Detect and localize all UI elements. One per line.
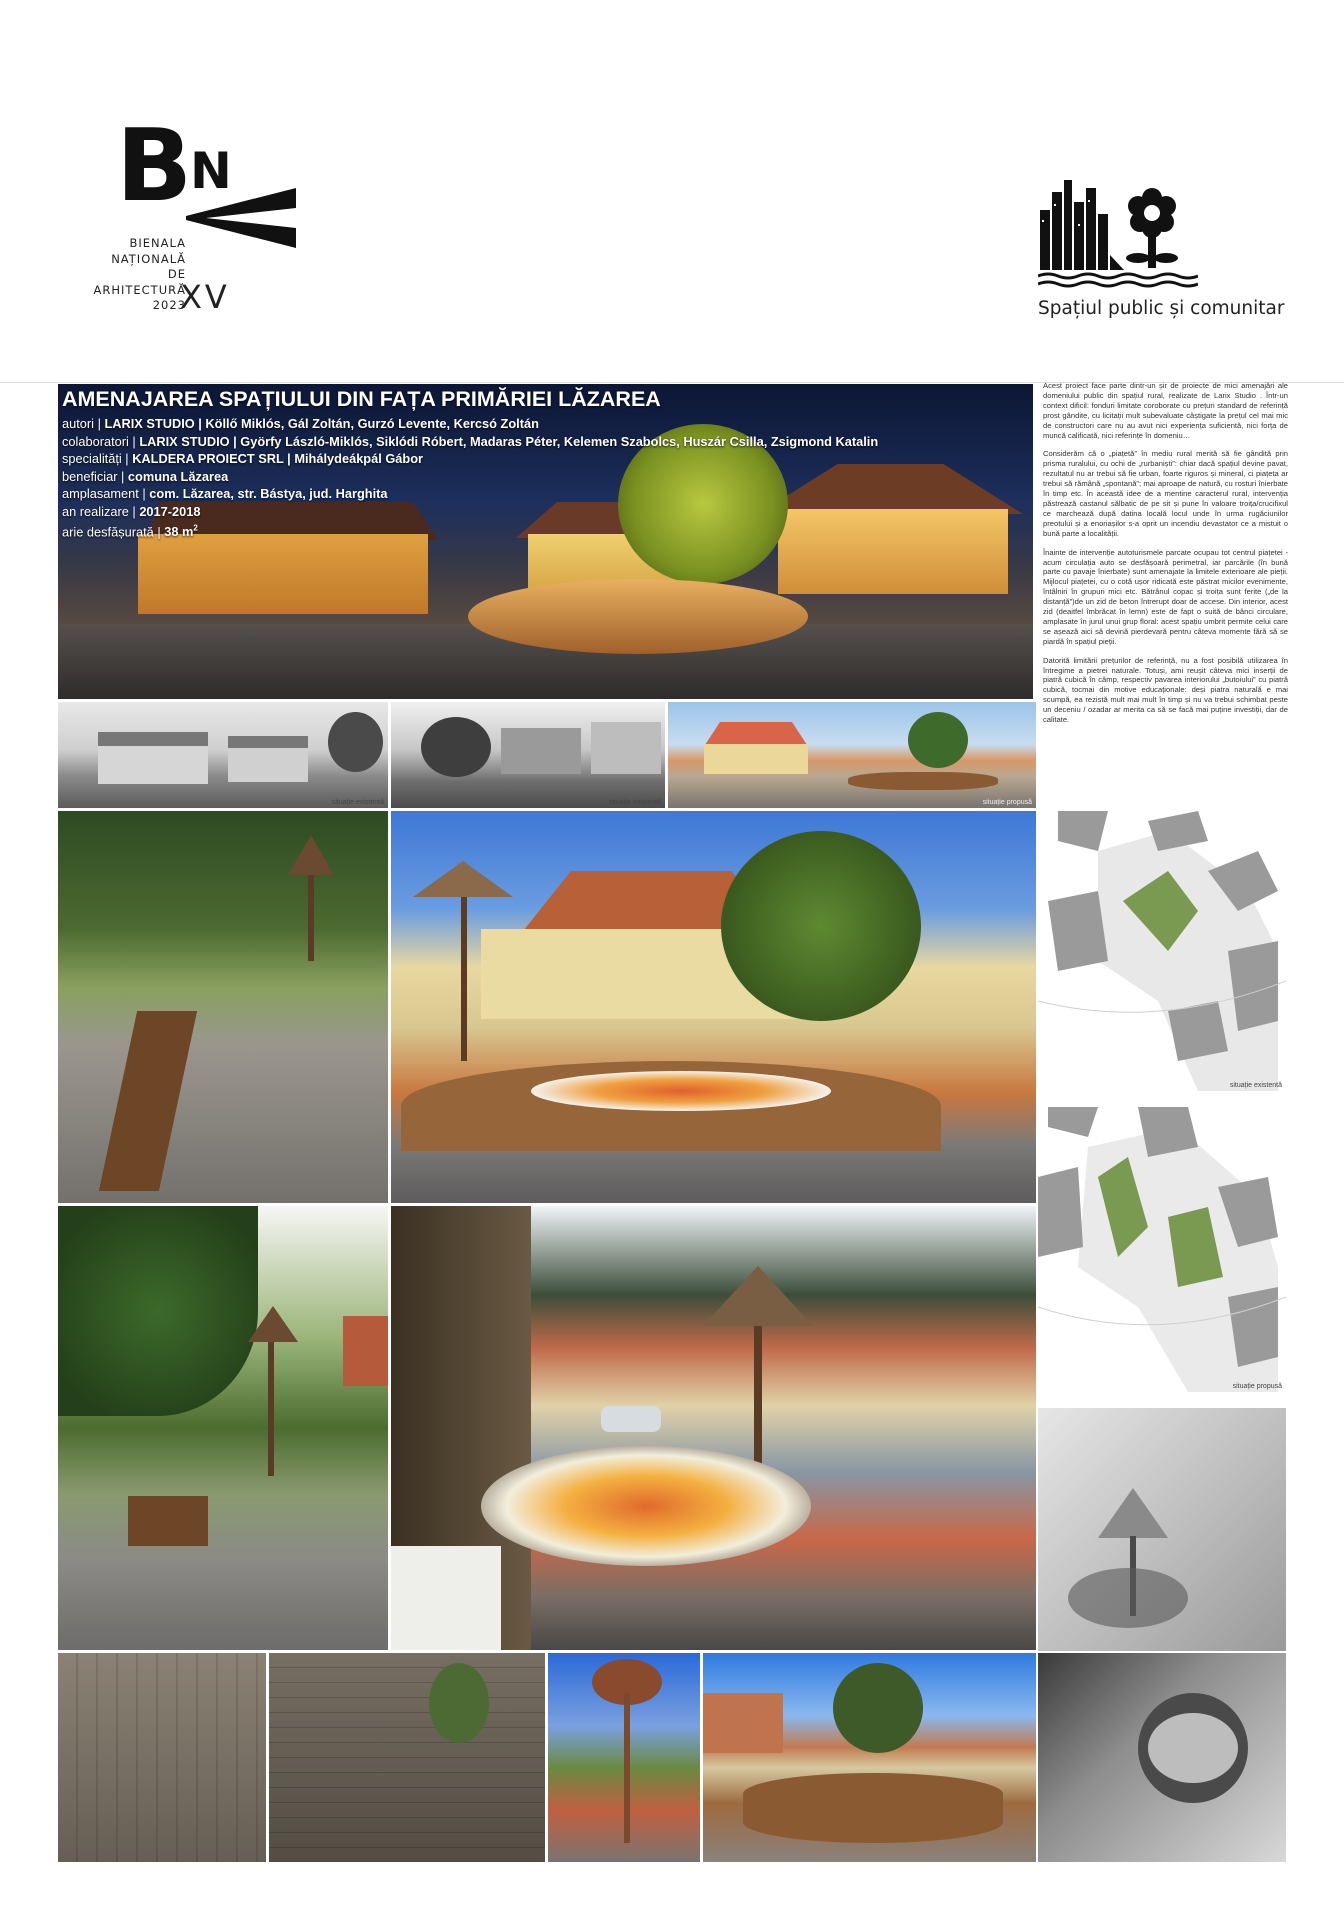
project-description	[1043, 381, 1288, 734]
credit-authors	[62, 415, 1033, 433]
credit-label: autori |	[62, 416, 105, 431]
render-wayside-cross	[1038, 1408, 1286, 1651]
credit-label: beneficiar |	[62, 468, 128, 484]
photo-townhall-flowerbed	[391, 811, 1036, 1203]
credit-area	[62, 520, 1033, 541]
description-paragraph: Considerăm că o „piațetă” în mediu rural merită să fie gândită prin prisma ruralului, cu ochi de „rurbaniști”: chiar dacă spațiul devine pavat, rezultatul nu ar trebui să fie urban, foarte riguros și mineral, ci piațeta ar trebui să rămână „spontană”; mai aproape de natură, cu rosturi înierbate în timp etc. În această idee de a mentine caracterul rural, intervenția păstrează castanul sălbatic de pe sit și pune în valoare troița/crucifixul ce marchează după datina locală locul unde în urma rugăciunilor preotului și a enoriașilor s-a oprit un incendiu devastator ce a mistuit o bună parte a localității.	[1043, 449, 1288, 538]
photo-trunk-sunburst	[391, 1206, 1036, 1650]
credit-value: LARIX STUDIO | Köllő Miklós, Gál Zoltán, Gurzó Levente, Kercsó Zoltán	[104, 416, 539, 431]
logo-word: DE	[167, 267, 186, 281]
category-title: Spațiul public și comunitar	[1038, 298, 1285, 319]
credit-label: colaboratori |	[62, 433, 140, 449]
hero-photo-night	[58, 384, 1033, 699]
credit-value: LARIX STUDIO | Györfy László-Miklós, Siklódi Róbert, Madaras Péter, Kelemen Szabolcs, Huszár Csilla, Zsigmond Katalin	[139, 433, 879, 449]
credit-value: 2017-2018	[139, 503, 201, 519]
credit-collaborators	[62, 433, 1033, 451]
city-and-flower-icon	[1038, 180, 1198, 290]
credit-location	[62, 485, 1033, 503]
logo-word: BIENALA	[129, 236, 186, 250]
credit-value: 38 m	[164, 524, 194, 540]
credit-year	[62, 503, 1033, 521]
photo-proposed-1	[668, 702, 1036, 808]
render-tree-circle	[1038, 1653, 1286, 1862]
credit-label: an realizare |	[62, 503, 140, 519]
caption: situație existentă	[331, 799, 384, 806]
logo-letter-n: N	[190, 142, 232, 200]
site-plan-existing	[1038, 811, 1286, 1091]
logo-letter-a	[186, 188, 296, 248]
photo-tree-bench	[58, 1206, 388, 1650]
credit-label: arie desfășurată |	[62, 524, 165, 540]
caption: situație propusă	[1232, 1383, 1282, 1390]
description-paragraph: Datorită limitării prețurilor de referință, nu a fost posibilă utilizarea în întregime a pietrei naturale. Totuși, ami reușit câteva mici inserții de piatră cubică în câmp, respectiv pavarea interiorului „butoiului” cu piatră cubică, tocmai din motive educaționale: deși piatra naturală e mai scumpă, ea rezistă mult mai mult în timp și nu va trebui schimbat peste un deceniu / ozadar ar merita ca să se facă mai puține investiții, dar de calitate.	[1043, 655, 1288, 725]
photo-cross-detail	[548, 1653, 700, 1862]
logo-word: NAȚIONALĂ	[111, 251, 186, 266]
credit-specialties	[62, 450, 1033, 468]
photo-benches-path	[58, 811, 388, 1203]
logo-word: ARHITECTURĂ	[93, 282, 186, 297]
credit-value: comuna Lăzarea	[127, 468, 229, 484]
edition-label: XV	[180, 278, 230, 316]
photo-existing-2	[391, 702, 665, 808]
photo-paving-grass	[269, 1653, 545, 1862]
credit-value: com. Lăzarea, str. Bástya, jud. Harghita	[149, 486, 388, 501]
site-plan-existing-drawing	[1038, 811, 1286, 1091]
photo-circular-bench	[703, 1653, 1036, 1862]
credit-beneficiary	[62, 468, 1033, 486]
credit-label: amplasament |	[62, 486, 150, 501]
site-plan-proposed	[1038, 1107, 1286, 1392]
description-paragraph: Înainte de intervenție autoturismele parcate ocupau tot centrul piațetei - acum circulația auto se desfășoară perimetral, iar parcările (în bună parte cu pavaje înierbate) sunt amenajate la limitele exterioare ale pieții. Mijlocul piațetei, cu o cotă ușor ridicată este păstrat micilor evenimente, întâlniri în grupuri mici etc. Bătrânul copac și troița sunt ferite („de la distanță”)de un zid de beton întrerupt doar de accese. Din interior, acest zid (deaitfel îmbrăcat în lemn) este de fapt o suită de bănci circulare, amplasate în jurul unui grup floral: acest spațiu umbrit permite celui care se așează aici să devină pierdevară pentru câteva momente fără să se piardă în spațiul pieții.	[1043, 547, 1288, 646]
site-plan-proposed-drawing	[1038, 1107, 1286, 1392]
bna-logo	[93, 107, 290, 350]
credit-label: specialități |	[62, 451, 133, 466]
credit-value: KALDERA PROIECT SRL | Mihálydeákpál Gábor	[132, 451, 424, 466]
photo-paving-detail	[58, 1653, 266, 1862]
logo-words	[76, 236, 186, 314]
project-title: AMENAJAREA SPAȚIULUI DIN FAȚA PRIMĂRIEI LĂZAREA	[62, 387, 661, 411]
caption: situație existentă	[1229, 1082, 1282, 1089]
credit-sup: 2	[193, 524, 198, 533]
logo-word: 2023	[152, 298, 186, 312]
project-credits	[58, 384, 1033, 543]
logo-letter-b: B	[116, 107, 193, 224]
photo-existing-1	[58, 702, 388, 808]
description-paragraph: Acest proiect face parte dintr-un șir de proiecte de mici amenajări ale domeniului public din spațiul rural, realizate de Larix Studio . Într-un context dificil: fonduri limitate coroborate cu prețuri standard de referință prost gândite, cu licitații mult subevaluate câștigate la prețul cel mai mic de constructori care nu au avut nici experiența suficientă, nici forța de muncă calificată, nici referințe în domeniu…	[1043, 381, 1288, 440]
caption: situație existentă	[608, 799, 661, 806]
caption: situație propusă	[982, 799, 1032, 806]
